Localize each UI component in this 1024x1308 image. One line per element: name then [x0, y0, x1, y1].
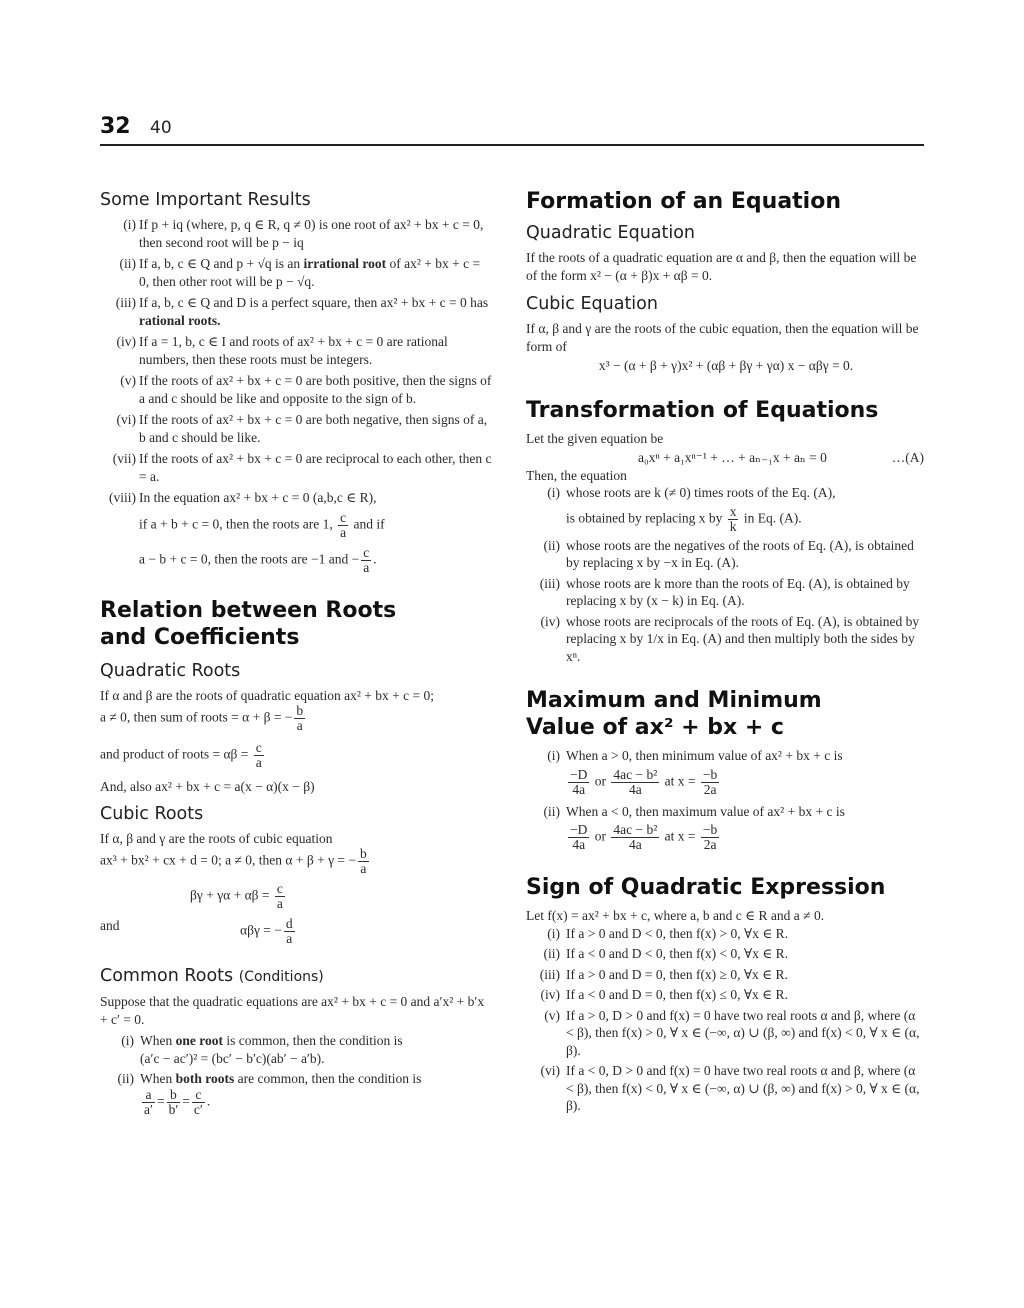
fraction: $\frac{c}{c'}$ [193, 1086, 203, 1117]
transformation-heading: Transformation of Equations [526, 397, 879, 423]
result-item-4: (iv) If a = 1, b, c ∈ I and roots of ax² + bx + c = 0 are rational numbers, then these roots must be integers. [116, 334, 448, 367]
cubic-equation-heading: Cubic Equation [526, 294, 658, 314]
cubic-roots-line-3: βγ + γα + αβ = $\frac{c}{a}$ [190, 881, 283, 911]
fraction: $\frac{-D}{4a}$ [570, 766, 588, 797]
sign-item-6: (vi) If a < 0, D > 0 and f(x) = 0 have two real roots α and β, where (α < β), then f(x) < 0, ∀ x ∈ (−∞, α) ∪ (β, ∞) and f(x) > 0, ∀ x ∈ (α, β). [540, 1063, 920, 1113]
quadratic-equation-text: If the roots of a quadratic equation are α and β, then the equation will be of the form x² − (α + β)x + αβ = 0. [526, 250, 917, 283]
fraction: $\frac{c}{a}$ [340, 509, 347, 540]
quadratic-roots-line-2: a ≠ 0, then sum of roots = α + β = − $\frac{b}{a}$ [100, 703, 304, 733]
quadratic-roots-line-3: and product of roots = αβ = $\frac{c}{a}$ [100, 740, 262, 770]
result-item-8: (viii) In the equation ax² + bx + c = 0 (a,b,c ∈ R), if a + b + c = 0, then the roots are 1, $\frac{c}{a}$ and if a − b + c = 0, then the roots are −1 and − $\frac{c}{a}$ . [109, 490, 385, 575]
common-roots-item-2: (ii) When both roots are common, then the condition is $\frac{a}{a'}$ = $\frac{b}{b'}$ = $\frac{c}{c'}$ . [117, 1071, 422, 1117]
result-item-6: (vi) If the roots of ax² + bx + c = 0 are both negative, then signs of a, b and c should be like. [116, 412, 488, 445]
fraction: $\frac{c}{a}$ [363, 544, 370, 575]
quadratic-equation-heading: Quadratic Equation [526, 223, 696, 243]
quadratic-roots-line-1: If α and β are the roots of quadratic equation ax² + bx + c = 0; [100, 687, 434, 703]
transformation-equation: a₀xⁿ + a₁xⁿ⁻¹ + … + aₙ₋₁x + aₙ = 0 …(A) [638, 450, 924, 465]
fraction: $\frac{-b}{2a}$ [702, 822, 718, 852]
cubic-equation-text: If α, β and γ are the roots of the cubic equation, then the equation will be form of [526, 321, 919, 354]
right-column [526, 188, 926, 1118]
equation-tag: …(A) [891, 450, 924, 465]
sign-item-1: (i) If a > 0 and D < 0, then f(x) > 0, ∀x ∈ R. [547, 925, 789, 941]
secondary-page-number: 40 [150, 118, 172, 138]
quadratic-roots-line-4: And, also ax² + bx + c = a(x − α)(x − β) [100, 779, 315, 794]
sign-item-4: (iv) If a < 0 and D = 0, then f(x) ≤ 0, ∀x ∈ R. [540, 987, 788, 1002]
sign-heading: Sign of Quadratic Expression [526, 875, 886, 900]
fraction: $\frac{b}{b'}$ [168, 1086, 179, 1117]
fraction: $\frac{-b}{2a}$ [702, 766, 718, 797]
sign-item-2: (ii) If a < 0 and D < 0, then f(x) < 0, ∀x ∈ R. [543, 946, 789, 961]
transformation-item-4: (iv) whose roots are reciprocals of the roots of Eq. (A), is obtained by replacing x by 1/x in Eq. (A) and then multiply both the sides by xⁿ. [540, 613, 920, 664]
fraction: $\frac{b}{a}$ [296, 703, 304, 733]
fraction: $\frac{\text{4ac − b²}}{4a}$ [613, 766, 658, 797]
common-roots-intro: Suppose that the quadratic equations are ax² + bx + c = 0 and a′x² + b′x + c′ = 0. [100, 994, 485, 1027]
important-results-heading: Some Important Results [100, 190, 311, 210]
formation-heading: Formation of an Equation [526, 189, 841, 214]
sign-item-3: (iii) If a > 0 and D = 0, then f(x) ≥ 0, ∀x ∈ R. [539, 966, 788, 982]
fraction: $\frac{b}{a}$ [360, 846, 367, 876]
result-item-2: (ii) If a, b, c ∈ Q and p + √q is an irrational root of ax² + bx + c = 0, then other root will be p − √q. [119, 256, 481, 289]
maxmin-item-2: (ii) When a < 0, then maximum value of ax² + bx + c is $\frac{-D}{4a}$ or $\frac{\text{4ac − b²}}{4a}$ at x = $\frac{-b}{2a}$ [543, 803, 845, 852]
result-item-3: (iii) If a, b, c ∈ Q and D is a perfect square, then ax² + bx + c = 0 has rational roots. [115, 295, 489, 328]
fraction: $\frac{a}{a'}$ [144, 1086, 153, 1117]
transformation-then: Then, the equation [526, 467, 627, 483]
common-roots-item-1: (i) When one root is common, then the condition is (a′c − ac′)² = (bc′ − b′c)(ab′ − a′b). [121, 1033, 403, 1066]
result-item-7: (vii) If the roots of ax² + bx + c = 0 are reciprocal to each other, then c = a. [112, 451, 492, 484]
fraction: $\frac{c}{a}$ [255, 740, 262, 770]
sign-item-5: (v) If a > 0, D > 0 and f(x) = 0 have two real roots α and β, where (α < β), then f(x) > 0, ∀ x ∈ (−∞, α) ∪ (β, ∞) and f(x) < 0, ∀ x ∈ (α, β). [544, 1007, 920, 1058]
maxmin-item-1: (i) When a > 0, then minimum value of ax² + bx + c is $\frac{-D}{4a}$ or $\frac{\text{4ac − b²}}{4a}$ at x = $\frac{-b}{2a}$ [547, 748, 843, 797]
cubic-equation-formula: x³ − (α + β + γ)x² + (αβ + βγ + γα) x − αβγ = 0. [598, 358, 854, 373]
cubic-roots-line-4: and αβγ = − $\frac{d}{a}$ [100, 916, 293, 946]
quadratic-roots-heading: Quadratic Roots [100, 660, 241, 681]
left-column [100, 188, 492, 1120]
cubic-roots-line-1: If α, β and γ are the roots of cubic equation [100, 830, 333, 846]
fraction: $\frac{-D}{4a}$ [570, 822, 588, 852]
page-header [100, 112, 924, 146]
page-number: 32 [100, 114, 131, 139]
result-item-5: (v) If the roots of ax² + bx + c = 0 are both positive, then the signs of a and c should be like and opposite to the sign of b. [120, 373, 492, 406]
fraction: $\frac{x}{k}$ [729, 503, 737, 534]
relation-heading: Relation between Roots and Coefficients [100, 597, 397, 650]
transformation-item-2: (ii) whose roots are the negatives of the roots of Eq. (A), is obtained by replacing x by −x in Eq. (A). [543, 537, 914, 570]
fraction: $\frac{\text{4ac − b²}}{4a}$ [613, 822, 658, 852]
fraction: $\frac{c}{a}$ [276, 881, 283, 911]
sign-intro: Let f(x) = ax² + bx + c, where a, b and c ∈ R and a ≠ 0. [526, 908, 825, 923]
maxmin-heading: Maximum and Minimum Value of ax² + bx + c [526, 688, 822, 740]
cubic-roots-line-2: ax³ + bx² + cx + d = 0; a ≠ 0, then α + β + γ = − $\frac{b}{a}$ [100, 846, 367, 876]
cubic-roots-heading: Cubic Roots [100, 803, 204, 824]
transformation-intro: Let the given equation be [526, 430, 664, 446]
transformation-item-3: (iii) whose roots are k more than the roots of Eq. (A), is obtained by replacing x by (x − k) in Eq. (A). [539, 575, 910, 608]
common-roots-heading: Common Roots (Conditions) [100, 966, 324, 986]
fraction: $\frac{d}{a}$ [285, 916, 293, 946]
transformation-item-1: (i) whose roots are k (≠ 0) times roots of the Eq. (A), is obtained by replacing x by $\frac{x}{k}$ in Eq. (A). [547, 485, 836, 534]
result-item-1: (i) If p + iq (where, p, q ∈ R, q ≠ 0) is one root of ax² + bx + c = 0, then second root will be p − iq [123, 217, 484, 250]
